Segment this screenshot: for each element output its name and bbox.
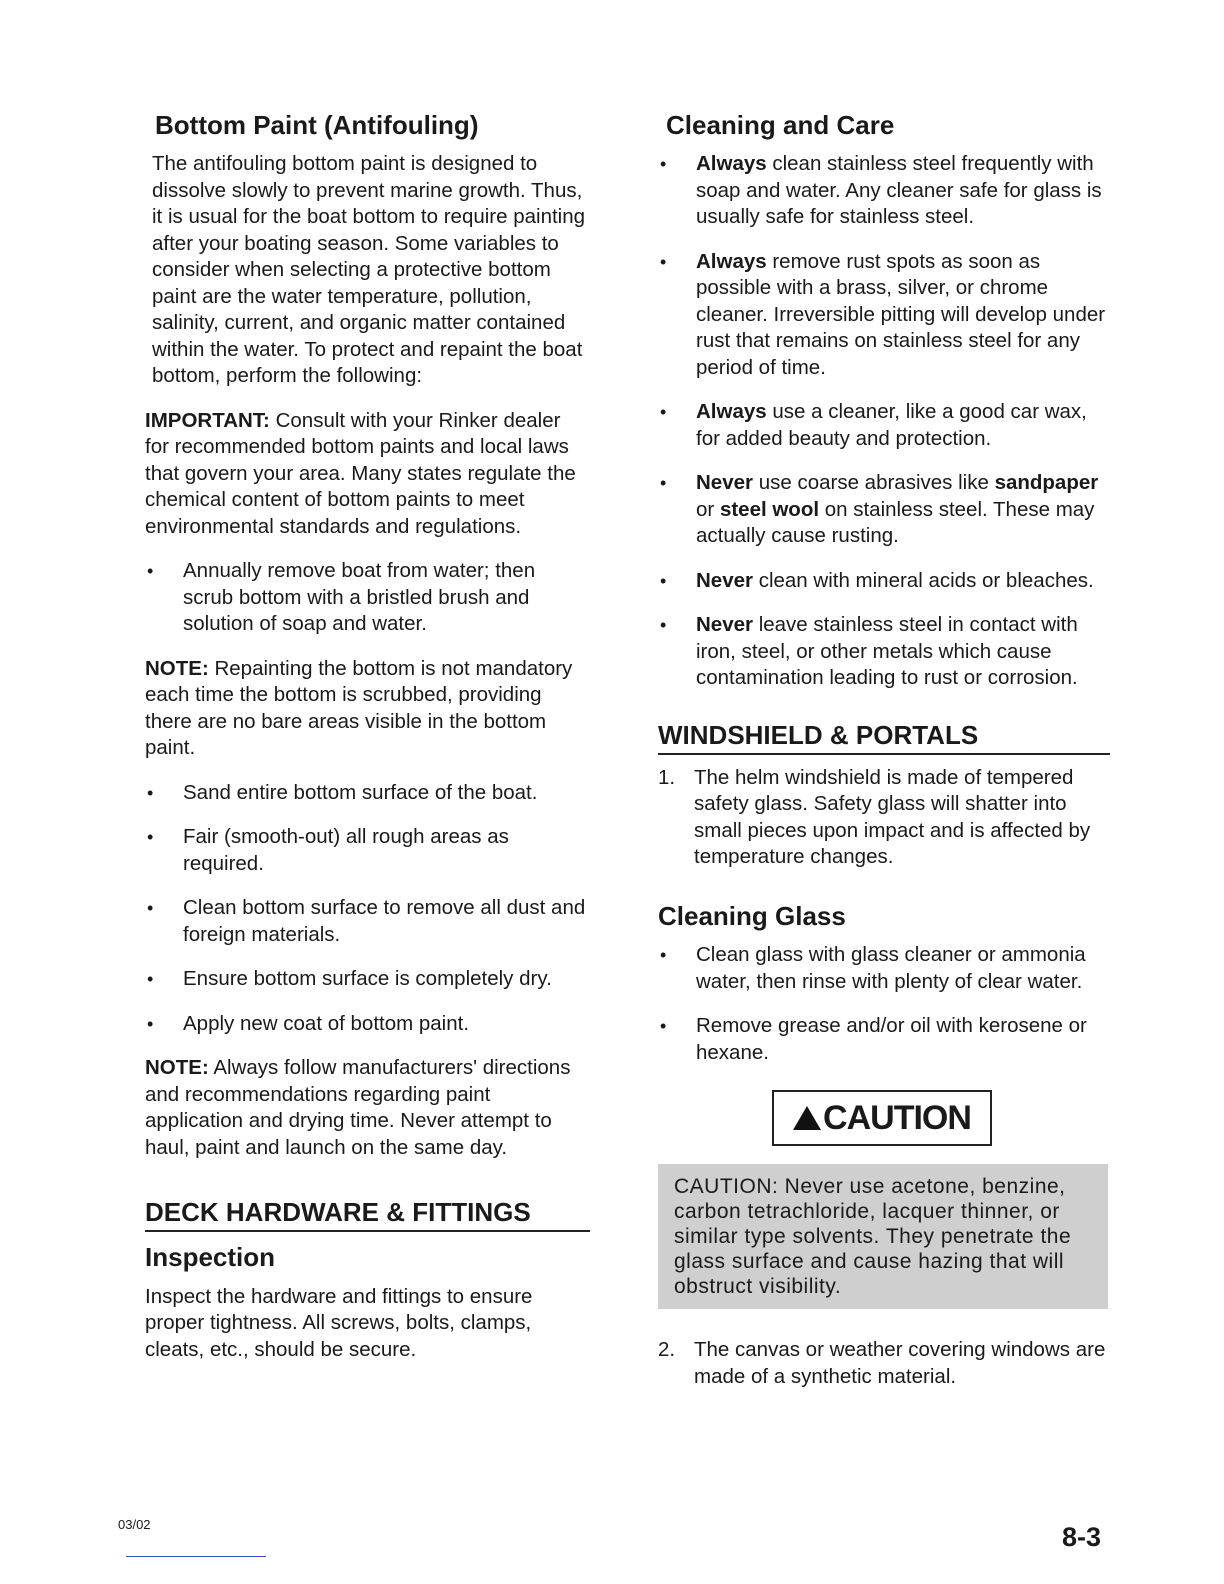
repaint-steps-list [145,780,590,1038]
windshield-heading: WINDSHIELD & PORTALS [658,720,1110,755]
care-list [658,151,1110,692]
footer-date: 03/02 [118,1517,151,1532]
list-item: • Remove grease and/or oil with kerosene or hexane. [658,1013,1110,1066]
note-label: NOTE: [145,656,209,680]
item-lead: Always [696,152,767,176]
step-number: 1. [658,765,676,789]
glass-list [658,942,1110,1066]
footer-rule [126,1556,266,1557]
list-item [658,765,1110,871]
item-lead: Never [696,471,753,495]
windshield-step-1 [658,765,1110,871]
item-text: on stainless steel. These may actually cause rusting. [696,497,1095,548]
list-item [658,399,1110,452]
caution-label [772,1090,992,1146]
warning-triangle-icon [793,1106,821,1130]
cleaning-glass-heading: Cleaning Glass [658,900,846,931]
sandpaper-term: sandpaper [994,471,1099,495]
important-text: Consult with your Rinker dealer for recommended bottom paints and local laws that govern your area. Many states regulate the chemical content of bottom paints to meet environmental standards and regulations. [145,408,576,538]
item-lead: Always [696,400,767,424]
step-text: The helm windshield is made of tempered safety glass. Safety glass will shatter into small pieces upon impact and is affected by temperature changes. [694,765,1091,869]
bottom-paint-heading: Bottom Paint (Antifouling) [155,110,479,140]
item-text: clean with mineral acids or bleaches. [753,568,1094,592]
right-column [658,110,1110,1408]
item-text: use coarse abrasives like [753,471,995,495]
item-lead: Always [696,249,767,273]
item-text: clean stainless steel frequently with soap and water. Any cleaner safe for glass is usually safe for stainless steel. [696,152,1102,229]
list-item: • Sand entire bottom surface of the boat. [145,780,590,807]
item-text: leave stainless steel in contact with iron, steel, or other metals which cause contamination leading to rust or corrosion. [696,613,1078,690]
cleaning-care-heading: Cleaning and Care [666,110,895,140]
step-text: The canvas or weather covering windows are made of a synthetic material. [694,1338,1106,1388]
item-text: use a cleaner, like a good car wax, for added beauty and protection. [696,400,1087,450]
item-lead: Never [696,613,753,637]
item-text: or [696,497,720,521]
list-item [658,151,1110,231]
inspection-text: Inspect the hardware and fittings to ensure proper tightness. All screws, bolts, clamps, cleats, etc., should be secure. [145,1284,533,1361]
note-paragraph [145,1055,590,1161]
scrub-list [145,558,590,638]
list-item: • Clean bottom surface to remove all dust and foreign materials. [145,895,590,948]
list-item [658,568,1110,595]
left-column [145,110,590,1381]
page-number: 8-3 [1062,1522,1102,1552]
note-label: NOTE: [145,1056,209,1080]
list-item [658,1337,1110,1390]
list-item [658,470,1110,550]
step-number: 2. [658,1338,676,1362]
bottom-paint-intro: The antifouling bottom paint is designed to dissolve slowly to prevent marine growth. Thus, it is usual for the boat bottom to require painting after your boating season. Some variables to consider when selecting a protective bottom paint are the water temperature, pollution, salinity, current, and organic matter contained within the water. To protect and repaint the boat bottom, perform the following: [152,152,586,388]
list-item: • Annually remove boat from water; then scrub bottom with a bristled brush and solution of soap and water. [145,558,590,638]
caution-title: CAUTION [823,1098,971,1137]
windshield-step-2 [658,1337,1110,1390]
list-item: • Clean glass with glass cleaner or ammonia water, then rinse with plenty of clear water. [658,942,1110,995]
list-item [658,612,1110,692]
caution-text: CAUTION: Never use acetone, benzine, carbon tetrachloride, lacquer thinner, or similar type solvents. They penetrate the glass surface and cause hazing that will obstruct visibility. [658,1164,1108,1309]
list-item: • Fair (smooth-out) all rough areas as required. [145,824,590,877]
note-text: Repainting the bottom is not mandatory each time the bottom is scrubbed, providing there are no bare areas visible in the bottom paint. [145,656,573,760]
note-paragraph [145,656,590,762]
list-item: • Apply new coat of bottom paint. [145,1011,590,1038]
inspection-heading: Inspection [145,1242,276,1273]
item-lead: Never [696,568,753,592]
important-label: IMPORTANT: [145,408,270,432]
note-text: Always follow manufacturers' directions and recommendations regarding paint application and drying time. Never attempt to haul, paint and launch on the same day. [145,1056,571,1159]
deck-hardware-heading: DECK HARDWARE & FITTINGS [145,1197,590,1232]
list-item: • Ensure bottom surface is completely dry. [145,966,590,993]
important-paragraph [145,408,590,541]
list-item [658,249,1110,382]
item-text: remove rust spots as soon as possible with a brass, silver, or chrome cleaner. Irreversible pitting will develop under rust that remains on stainless steel for any period of time. [696,249,1106,379]
steel-wool-term: steel wool [719,497,820,521]
